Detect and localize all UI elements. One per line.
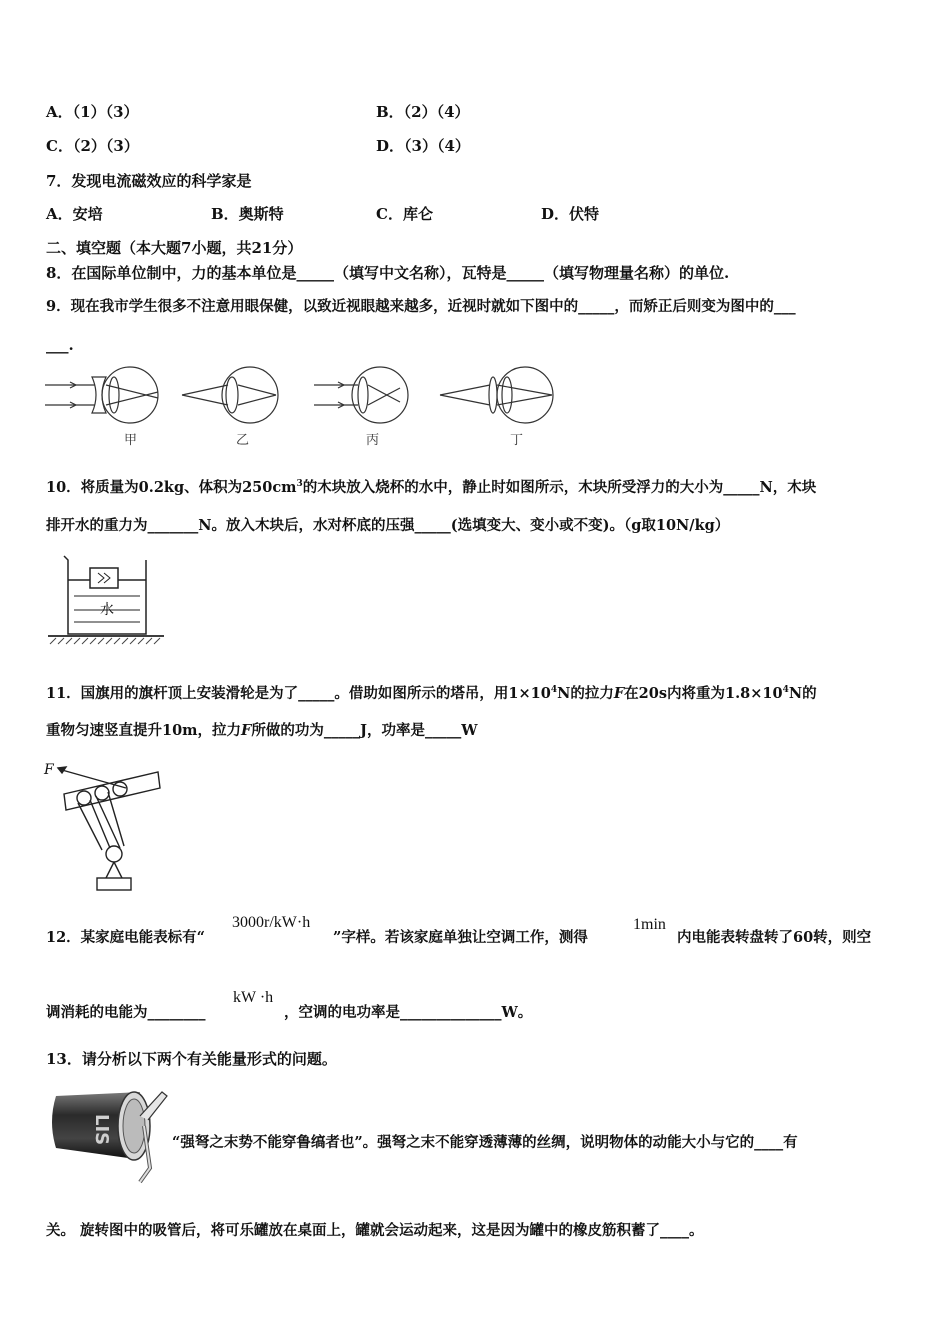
q11-line1-b: N的拉力: [557, 685, 614, 702]
q6-option-d: D．（3）（4）: [376, 137, 470, 155]
eye-diagram-ding: [440, 367, 553, 423]
eye-diagram-jia: [45, 367, 158, 423]
q13-line2: 关。 旋转图中的吸管后，将可乐罐放在桌面上，罐就会运动起来，这是因为罐中的橡皮筋积蓄了____。: [46, 1222, 704, 1239]
q11-line1-d: N的: [788, 685, 817, 702]
q7-option-d: D．伏特: [541, 205, 600, 223]
beaker-figure: [46, 550, 166, 646]
can-label: LIS: [91, 1114, 112, 1146]
q10-line1: [46, 478, 816, 498]
q6-option-c: C．（2）（3）: [46, 137, 139, 155]
q11-sup2: 4: [782, 685, 789, 695]
q7-option-c: C．库仑: [376, 205, 433, 223]
q9-line1: 9．现在我市学生很多不注意用眼保健，以致近视眼越来越多，近视时就如下图中的_____，而矫正后则变为图中的___: [46, 298, 796, 315]
q6-option-b: B．（2）（4）: [376, 103, 470, 121]
q11-line1-a: 11．国旗用的旗杆顶上安装滑轮是为了_____。借助如图所示的塔吊，用1×10: [46, 685, 551, 702]
q7-option-b: B．奥斯特: [211, 205, 284, 223]
q10-line2: 排开水的重力为_______N。放入木块后，水对杯底的压强_____(选填变大、变小或不变)。（g取10N/kg）: [46, 517, 730, 534]
q12-line1-b: ”字样。若该家庭单独让空调工作，测得: [333, 929, 588, 946]
force-label: F: [44, 762, 54, 778]
q13-stem: 13．请分析以下两个有关能量形式的问题。: [46, 1050, 337, 1068]
eye-diagram-figure: [40, 360, 570, 452]
eye-diagram-yi: [182, 367, 278, 423]
q11-line1-c: 在20s内将重为1.8×10: [624, 685, 783, 702]
energy-unit: kW ·h: [233, 989, 274, 1006]
caption-ding: 丁: [510, 433, 524, 448]
q11-var-f: F: [613, 685, 625, 702]
q10-sup: 3: [296, 479, 303, 489]
caption-yi: 乙: [236, 433, 250, 448]
q11-line2-a: 重物匀速竖直提升10m，拉力: [46, 722, 242, 739]
q9-line2: ___.: [46, 336, 74, 354]
q11-var-f-2: F: [241, 722, 252, 739]
crane-pulley-figure: [40, 758, 170, 894]
q7-option-a: A．安培: [46, 205, 103, 223]
q6-option-a: A．（1）（3）: [46, 103, 139, 121]
caption-jia: 甲: [124, 433, 138, 448]
q13-line1: “强弩之末势不能穿鲁缟者也”。强弩之末不能穿透薄薄的丝绸，说明物体的动能大小与它的____有: [172, 1134, 798, 1151]
eye-diagram-bing: [314, 367, 408, 423]
caption-bing: 丙: [366, 433, 380, 448]
meter-spec: 3000r/kW·h: [232, 914, 311, 931]
q12-line2-b: ，空调的电功率是______________W。: [284, 1004, 533, 1021]
q12-line1-a: 12．某家庭电能表标有“: [46, 929, 206, 946]
q12-line1-c: 内电能表转盘转了60转，则空: [677, 929, 872, 946]
q7-stem: 7．发现电流磁效应的科学家是: [46, 172, 252, 190]
q12-line2-a: 调消耗的电能为________: [46, 1004, 206, 1021]
q11-line2: [46, 721, 477, 741]
water-label: 水: [100, 602, 114, 618]
section-title: 二、填空题（本大题7小题，共21分）: [46, 239, 303, 257]
q11-sup1: 4: [550, 685, 558, 695]
q10-line1-a: 10．将质量为0.2kg、体积为250cm: [46, 479, 297, 496]
q8-text: 8．在国际单位制中，力的基本单位是_____（填写中文名称），瓦特是_____（填写物理量名称）的单位.: [46, 264, 730, 282]
time-value: 1min: [633, 916, 666, 933]
q11-line1: [46, 684, 817, 704]
q11-line2-b: 所做的功为_____J，功率是_____W: [251, 722, 478, 739]
q10-line1-b: 的木块放入烧杯的水中，静止时如图所示，木块所受浮力的大小为_____N，木块: [302, 479, 817, 496]
cola-can-figure: [44, 1086, 174, 1182]
